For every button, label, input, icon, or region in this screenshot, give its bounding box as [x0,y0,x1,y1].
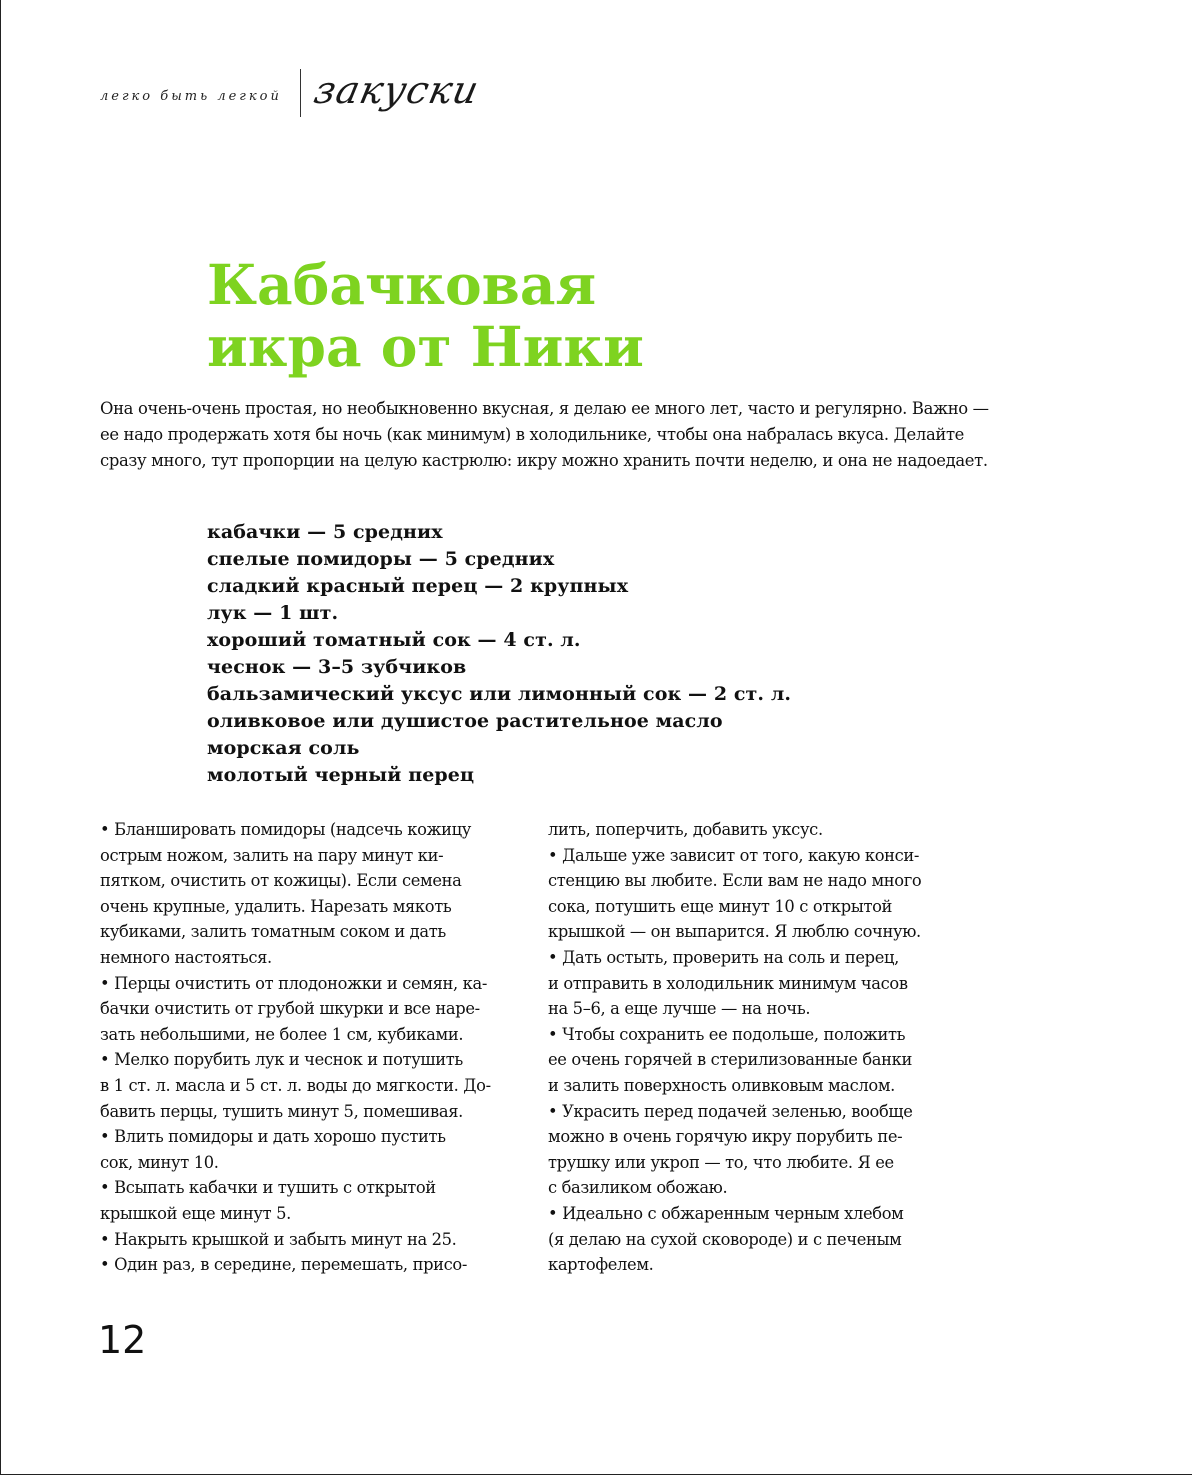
page-number: 12 [98,1318,147,1362]
step-line: • Мелко порубить лук и чеснок и потушить [100,1050,463,1070]
step-line: картофелем. [548,1255,654,1275]
steps-column-left [100,817,540,1278]
ingredient-item: кабачки — 5 средних [207,521,443,543]
step-line: пятком, очистить от кожицы). Если семена [100,871,462,891]
running-header [100,68,484,118]
step-line: и залить поверхность оливковым маслом. [548,1075,896,1095]
step-line: острым ножом, залить на пару минут ки- [100,845,444,865]
ingredients-list [207,519,791,789]
step-line: (я делаю на сухой сковороде) и с печеным [548,1229,902,1249]
step-line: • Влить помидоры и дать хорошо пустить [100,1127,446,1147]
step-line: немного настояться. [100,947,272,967]
step-line: трушку или укроп — то, что любите. Я ее [548,1152,894,1172]
step-line: • Один раз, в середине, перемешать, присо- [100,1255,468,1275]
recipe-title-line-2: икра от Ники [207,314,644,379]
ingredient-item: чеснок — 3–5 зубчиков [207,656,467,678]
step-line: кубиками, залить томатным соком и дать [100,922,446,942]
step-line: можно в очень горячую икру порубить пе- [548,1127,903,1147]
step-line: крышкой — он выпарится. Я люблю сочную. [548,922,921,942]
step-line: • Дальше уже зависит от того, какую конси- [548,845,920,865]
step-line: на 5–6, а еще лучше — на ночь. [548,999,811,1019]
steps-column-right [548,817,988,1278]
ingredient-item: лук — 1 шт. [207,602,339,624]
step-line: • Дать остыть, проверить на соль и перец, [548,947,899,967]
ingredient-item: бальзамический уксус или лимонный сок — 2 ст. л. [207,683,792,705]
step-line: в 1 ст. л. масла и 5 ст. л. воды до мягкости. До- [100,1075,491,1095]
step-line: • Накрыть крышкой и забыть минут на 25. [100,1229,457,1249]
ingredient-item: сладкий красный перец — 2 крупных [207,575,629,597]
recipe-intro: Она очень-очень простая, но необыкновенно вкусная, я делаю ее много лет, часто и регулярно. Важно — ее надо продержать хотя бы ночь (как минимум) в холодильнике, чтобы она набралась вкуса. Делайте сразу много, тут пропорции на целую кастрюлю: икру можно хранить почти неделю, и она не надоедает. [100,399,989,470]
step-line: • Бланшировать помидоры (надсечь кожицу [100,820,472,839]
ingredient-item: спелые помидоры — 5 средних [207,548,555,570]
step-line: бачки очистить от грубой шкурки и все наре- [100,999,480,1019]
step-line: лить, поперчить, добавить уксус. [548,820,823,839]
header-book-title: легко быть легкой [100,88,282,104]
step-line: с базиликом обожаю. [548,1178,728,1198]
header-section-name: закуски [310,68,484,112]
step-line: • Идеально с обжаренным черным хлебом [548,1203,904,1223]
step-line: ее очень горячей в стерилизованные банки [548,1050,912,1070]
step-line: • Всыпать кабачки и тушить с открытой [100,1178,436,1198]
step-line: бавить перцы, тушить минут 5, помешивая. [100,1101,463,1121]
ingredient-item: хороший томатный сок — 4 ст. л. [207,629,581,651]
step-line: • Перцы очистить от плодоножки и семян, ка- [100,973,487,993]
step-line: сок, минут 10. [100,1152,219,1172]
step-line: очень крупные, удалить. Нарезать мякоть [100,896,452,916]
step-line: крышкой еще минут 5. [100,1203,291,1223]
ingredient-item: молотый черный перец [207,764,475,786]
ingredient-item: оливковое или душистое растительное масло [207,710,723,732]
step-line: сока, потушить еще минут 10 с открытой [548,896,893,916]
ingredient-item: морская соль [207,737,360,759]
recipe-title-line-1: Кабачковая [207,252,597,317]
step-line: и отправить в холодильник минимум часов [548,973,908,993]
step-line: стенцию вы любите. Если вам не надо много [548,871,922,891]
step-line: зать небольшими, не более 1 см, кубиками. [100,1024,464,1044]
step-line: • Украсить перед подачей зеленью, вообще [548,1101,913,1121]
recipe-title [207,254,644,378]
header-divider [300,69,301,117]
step-line: • Чтобы сохранить ее подольше, положить [548,1024,906,1044]
